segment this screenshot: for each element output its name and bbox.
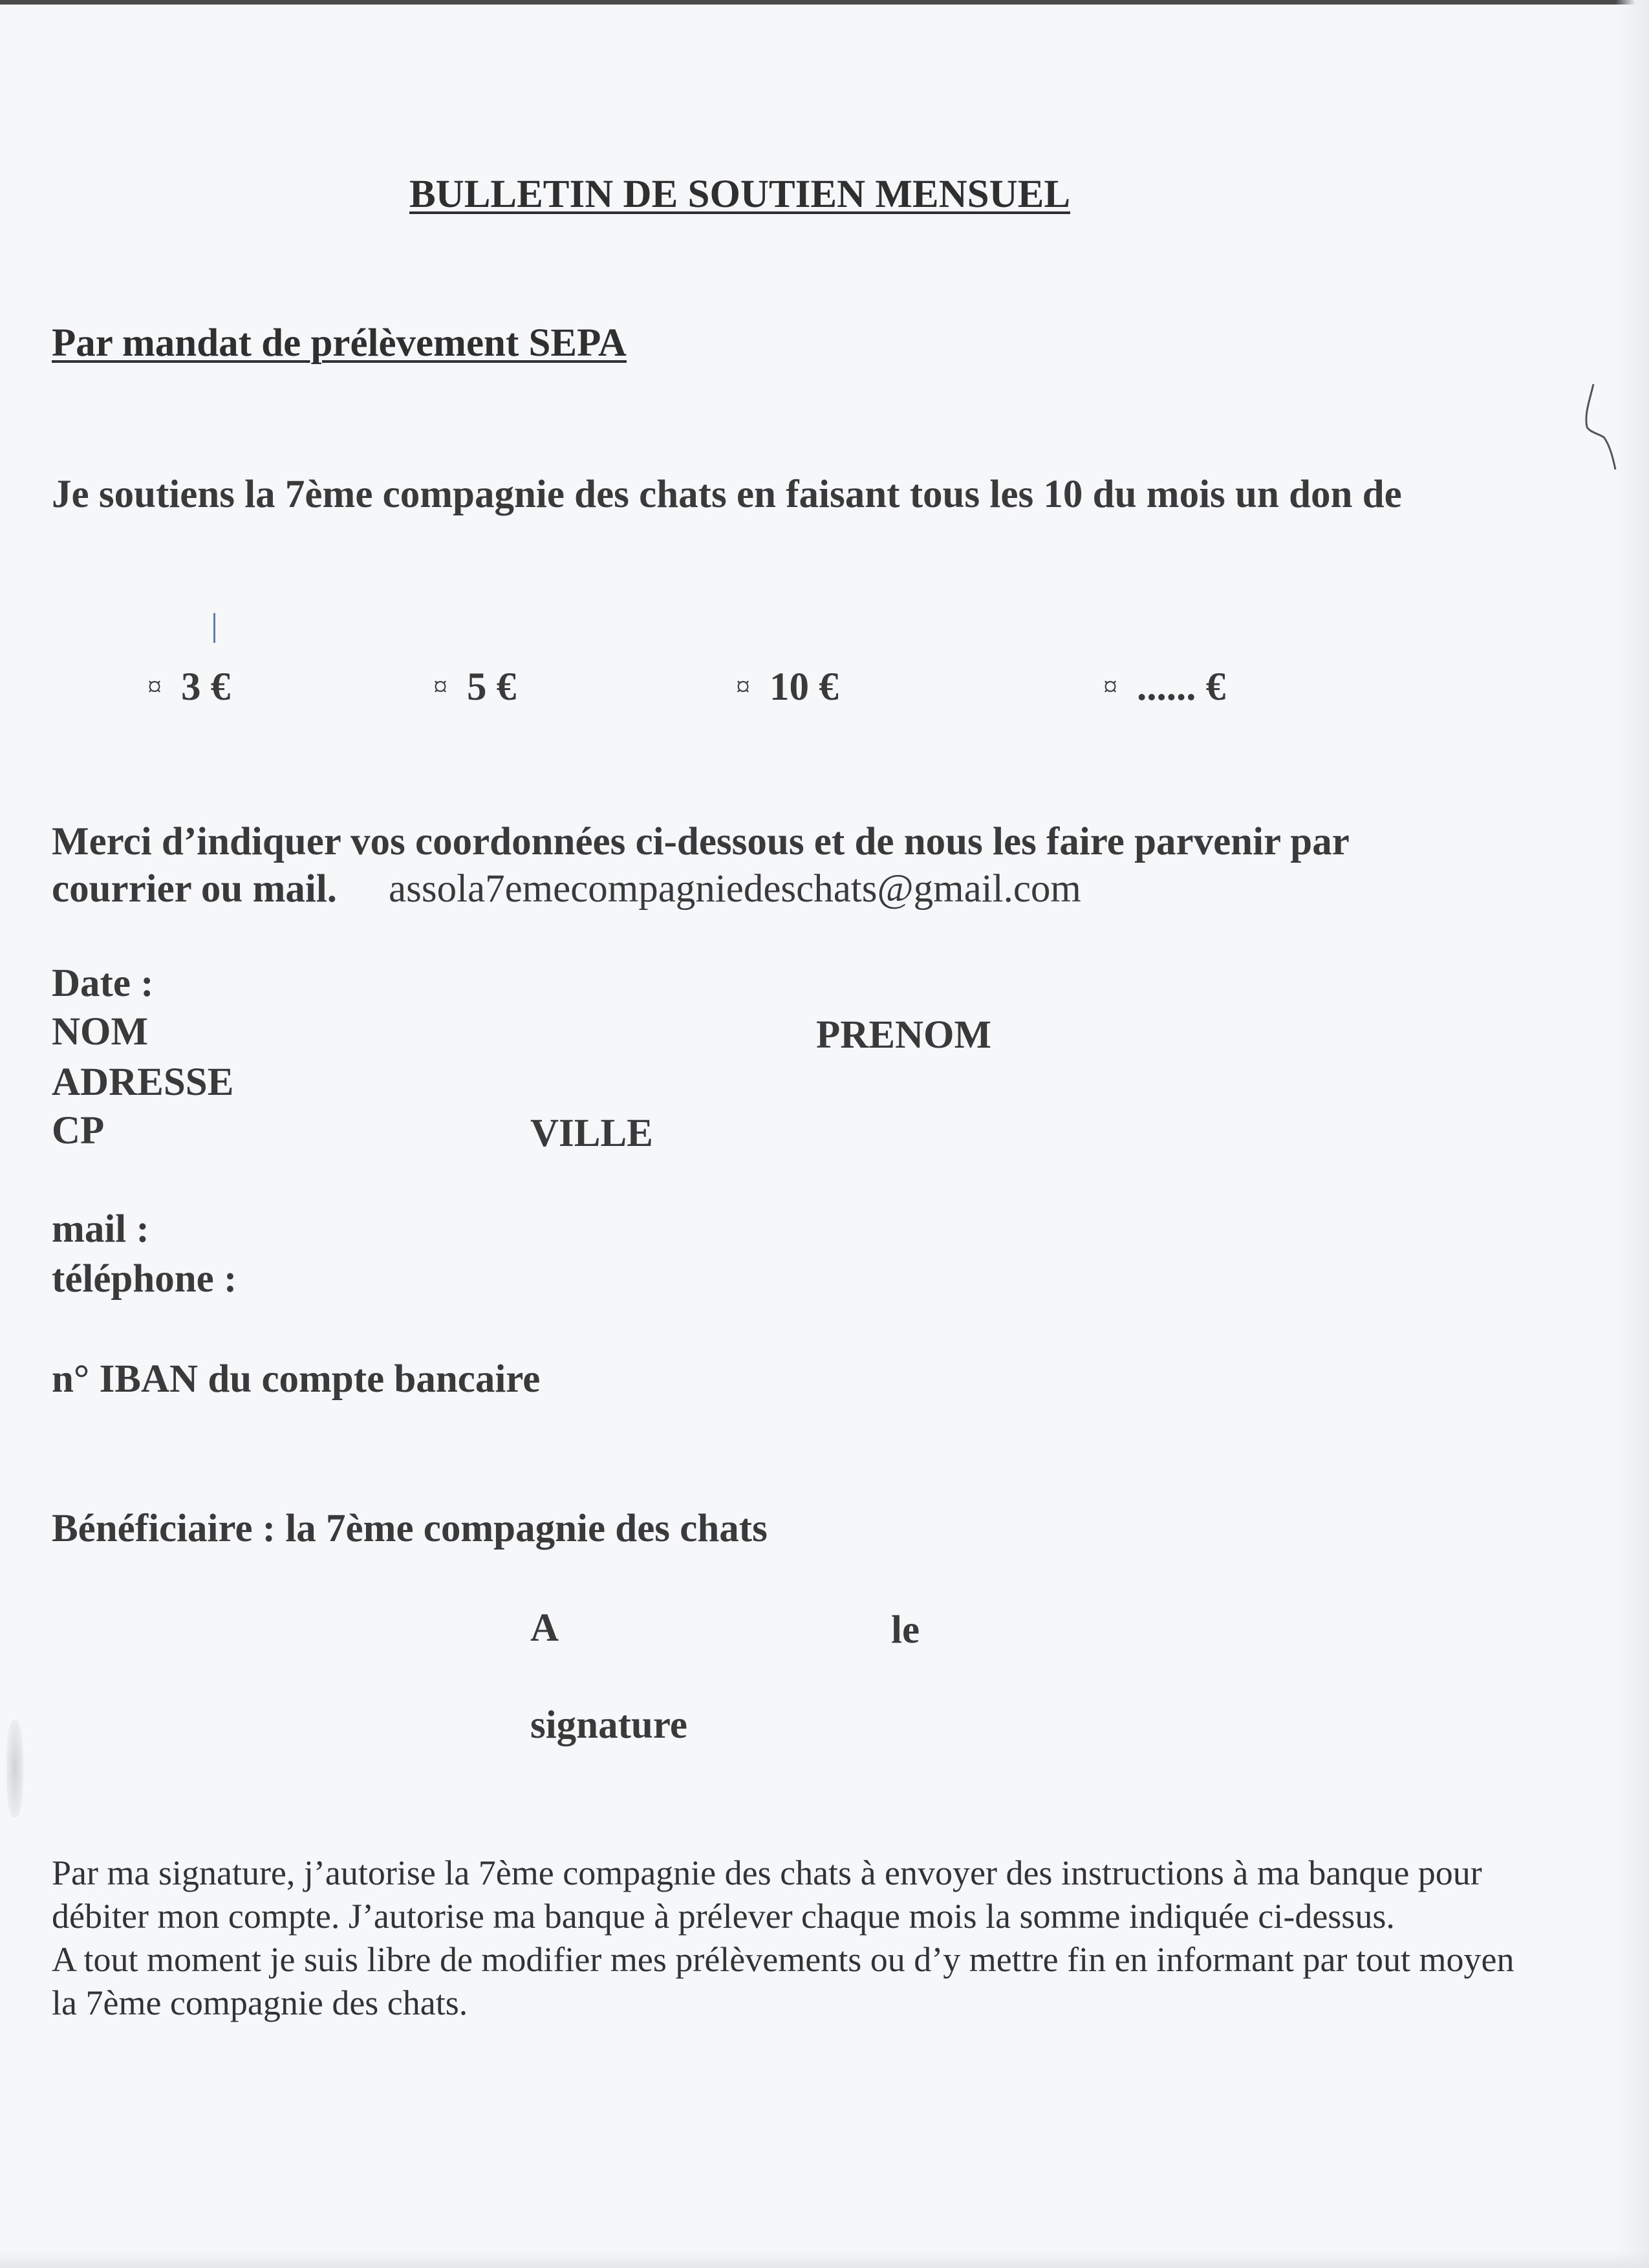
- donation-option-label: ...... €: [1137, 665, 1226, 709]
- field-signature-label: signature: [530, 1703, 687, 1747]
- donation-option-label: 5 €: [467, 665, 517, 709]
- field-telephone-label: téléphone :: [52, 1257, 237, 1301]
- legal-paragraph: A tout moment je suis libre de modifier mes prélèvements ou d’y mettre fin en informant par tout moyen la 7ème compagnie des chats.: [52, 1940, 1514, 2022]
- checkbox-marker-icon[interactable]: ¤: [1103, 671, 1117, 702]
- field-ville-label: VILLE: [530, 1112, 653, 1155]
- donation-option-custom[interactable]: [1103, 665, 1225, 710]
- scan-smudge: [6, 1720, 23, 1817]
- intro-paragraph: Je soutiens la 7ème compagnie des chats en faisant tous les 10 du mois un don de: [52, 473, 1402, 516]
- field-cp-label: CP: [52, 1109, 105, 1152]
- scan-bottom-edge: [0, 2251, 1649, 2268]
- legal-paragraph: Par ma signature, j’autorise la 7ème compagnie des chats à envoyer des instructions à ma banque pour débiter mon compte. J’autorise ma banque à prélever chaque mois la somme indiquée ci-dessus.: [52, 1853, 1482, 1936]
- section-subtitle: Par mandat de prélèvement SEPA: [52, 321, 627, 365]
- scan-top-edge: [0, 0, 1649, 5]
- field-mail-label: mail :: [52, 1207, 149, 1251]
- checkbox-marker-icon[interactable]: ¤: [736, 671, 750, 702]
- field-date-label: Date :: [52, 962, 154, 1005]
- donation-option-label: 10 €: [770, 665, 839, 709]
- contact-email: assola7emecompagniedeschats@gmail.com: [389, 867, 1081, 911]
- pen-stroke-mark: [1578, 382, 1617, 472]
- field-date-signed-label: le: [891, 1608, 920, 1652]
- donation-option-10[interactable]: [736, 665, 839, 710]
- field-prenom-label: PRENOM: [816, 1013, 992, 1057]
- donation-option-3[interactable]: [147, 665, 230, 710]
- legal-notice: [52, 1852, 1539, 2025]
- checkbox-marker-icon[interactable]: ¤: [147, 671, 162, 702]
- contact-request-line: [52, 865, 1350, 913]
- field-nom-label: NOM: [52, 1010, 149, 1053]
- field-adresse-label: ADRESSE: [52, 1061, 234, 1104]
- field-place-label: A: [530, 1606, 559, 1650]
- contact-request-line: Merci d’indiquer vos coordonnées ci-dessous et de nous les faire parvenir par: [52, 820, 1350, 863]
- donation-option-5[interactable]: [433, 665, 516, 710]
- beneficiary-line: Bénéficiaire : la 7ème compagnie des chats: [52, 1507, 768, 1550]
- contact-request-text: courrier ou mail.: [52, 867, 338, 911]
- contact-request: [52, 818, 1350, 913]
- field-iban-label: n° IBAN du compte bancaire: [52, 1357, 541, 1401]
- donation-option-label: 3 €: [181, 665, 231, 709]
- checkbox-marker-icon[interactable]: ¤: [433, 671, 447, 702]
- page-title: BULLETIN DE SOUTIEN MENSUEL: [409, 173, 1071, 216]
- ink-tick-mark: [213, 613, 215, 643]
- scan-right-edge: [1615, 0, 1649, 2268]
